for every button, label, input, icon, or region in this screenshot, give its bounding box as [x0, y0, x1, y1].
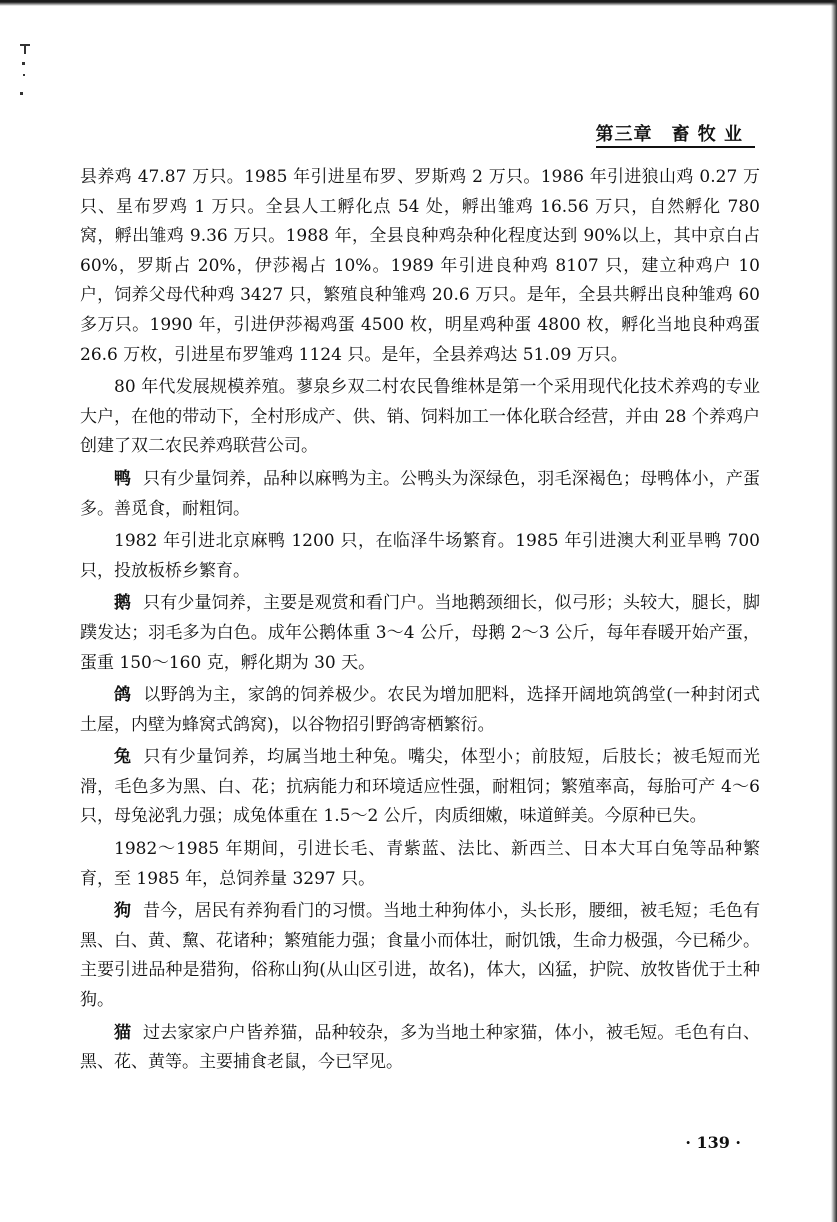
running-header [86, 118, 755, 146]
paragraph [80, 743, 760, 832]
binding-marks [18, 44, 34, 114]
paragraph [80, 163, 760, 370]
paragraph-text: 过去家家户户皆养猫，品种较杂，多为当地土种家猫，体小，被毛短。毛色有白、黑、花、黄等。主要捕食老鼠，今已罕见。 [80, 1022, 761, 1073]
paragraph-text: 以野鸽为主，家鸽的饲养极少。农民为增加肥料，选择开阔地筑鸽堂(一种封闭式土屋，内壁为蜂窝式鸽窝)，以谷物招引野鸽寄栖繁衍。 [80, 685, 760, 735]
paragraph-text: 1982 年引进北京麻鸭 1200 只，在临泽牛场繁育。1985 年引进澳大利亚旱鸭 700 只，投放板桥乡繁育。 [80, 531, 760, 581]
paragraph-text: 1982～1985 年期间，引进长毛、青紫蓝、法比、新西兰、日本大耳白兔等品种繁育，至 1985 年，总饲养量 3297 只。 [80, 839, 760, 889]
paragraph-text: 只有少量饲养，主要是观赏和看门户。当地鹅颈细长，似弓形；头较大，腿长，脚蹼发达；羽毛多为白色。成年公鹅体重 3～4 公斤，母鹅 2～3 公斤，每年春暖开始产蛋，蛋重 150～160 克，孵化期为 30 天。 [80, 593, 761, 673]
paragraph [80, 373, 760, 462]
paragraph [80, 527, 760, 586]
paragraph-text: 80 年代发展规模养殖。蓼泉乡双二村农民鲁维林是第一个采用现代化技术养鸡的专业大户，在他的带动下，全村形成产、供、销、饲料加工一体化联合经营，并由 28 个养鸡户创建了双二农民养鸡联营公司。 [80, 377, 760, 457]
scan-top-edge [0, 0, 837, 6]
paragraph-text: 县养鸡 47.87 万只。1985 年引进星布罗、罗斯鸡 2 万只。1986 年引进狼山鸡 0.27 万只、星布罗鸡 1 万只。全县人工孵化点 54 处，孵出雏鸡 16.56 万只，自然孵化 780 窝，孵出雏鸡 9.36 万只。1988 年，全县良种鸡杂种化程度达到 90%以上，其中京白占 60%，罗斯占 20%，伊莎褐占 10%。1989 年引进良种鸡 8107 只，建立种鸡户 10 户，饲养父母代种鸡 3427 只，繁殖良种雏鸡 20.6 万只。是年，全县共孵出良种雏鸡 60 多万只。1990 年，引进伊莎褐鸡蛋 4500 枚，明星鸡种蛋 4800 枚，孵化当地良种鸡蛋 26.6 万枚，引进星布罗雏鸡 1124 只。是年，全县养鸡达 51.09 万只。 [80, 167, 760, 365]
paragraph [80, 681, 760, 740]
paragraph [80, 1019, 760, 1078]
paragraph-text: 只有少量饲养，品种以麻鸭为主。公鸭头为深绿色，羽毛深褐色；母鸭体小，产蛋多。善觅食，耐粗饲。 [80, 468, 761, 519]
body-text [80, 163, 760, 1081]
chapter-title: 第三章 畜 牧 业 [595, 124, 743, 145]
paragraph [80, 897, 760, 1015]
section-term: 兔 [114, 747, 132, 768]
section-term: 猫 [114, 1022, 132, 1043]
header-rule [596, 146, 755, 148]
paragraph [80, 589, 760, 678]
section-term: 鸽 [114, 685, 132, 706]
section-term: 狗 [114, 901, 132, 922]
section-term: 鹅 [114, 593, 132, 614]
page-number: · 139 · [685, 1133, 741, 1152]
paragraph [80, 465, 760, 524]
paragraph-text: 只有少量饲养，均属当地土种兔。嘴尖，体型小；前肢短，后肢长；被毛短而光滑，毛色多为黑、白、花；抗病能力和环境适应性强，耐粗饲；繁殖率高，每胎可产 4～6 只，母兔泌乳力强；成兔体重在 1.5～2 公斤，肉质细嫩，味道鲜美。今原种已失。 [80, 747, 761, 827]
paragraph-text: 昔今，居民有养狗看门的习惯。当地土种狗体小，头长形，腰细，被毛短；毛色有黑、白、黄、黧、花诸种；繁殖能力强；食量小而体壮，耐饥饿，生命力极强，今已稀少。主要引进品种是猎狗，俗称山狗(从山区引进，故名)，体大，凶猛，护院、放牧皆优于土种狗。 [80, 901, 761, 1011]
paragraph [80, 835, 760, 894]
scan-right-edge [831, 0, 837, 1222]
section-term: 鸭 [114, 468, 132, 489]
